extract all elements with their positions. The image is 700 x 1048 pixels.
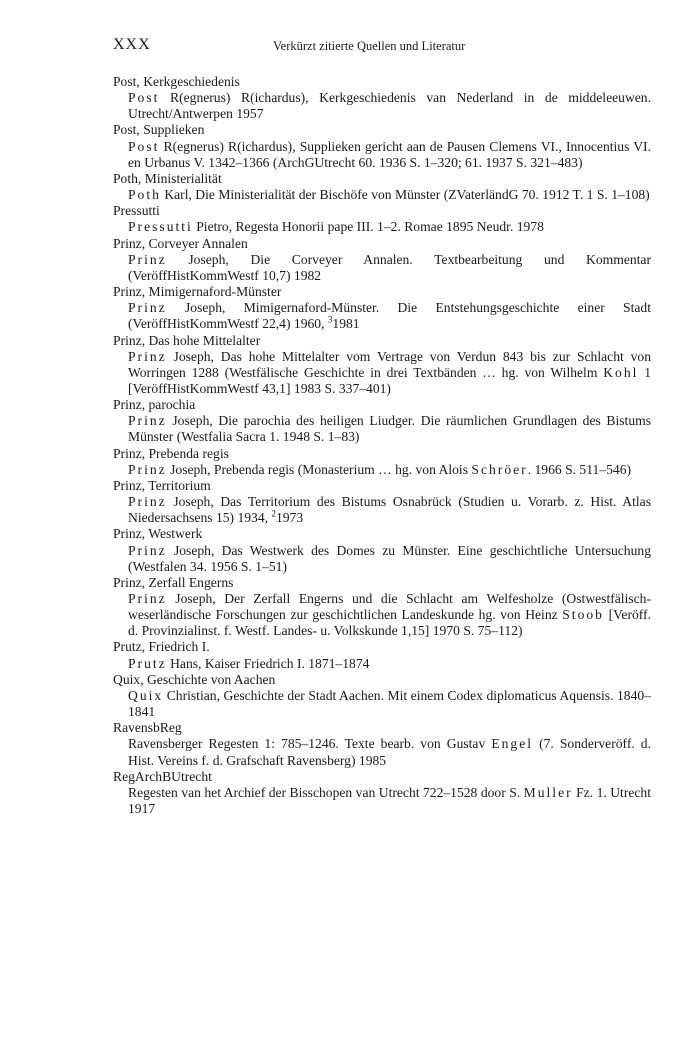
bibliography-entry	[113, 236, 651, 284]
citation-text: Christian, Geschichte der Stadt Aachen. Mit einem Codex diplomaticus Aquensis. 1840–1841	[128, 687, 651, 720]
entry-full-citation	[113, 591, 651, 639]
entry-short-title: Post, Supplieken	[113, 122, 205, 138]
entry-short-title: Post, Kerkgeschiedenis	[113, 74, 240, 89]
author-name: Prinz	[128, 251, 167, 267]
citation-text: Joseph, Die parochia des heiligen Liudger. Die räumlichen Grundlagen des Bistums Münster (Westfalia Sacra 1. 1948 S. 1–83)	[128, 413, 651, 445]
entry-full-citation	[113, 413, 651, 445]
author-name: Kohl	[603, 364, 639, 380]
bibliography-entry	[113, 639, 651, 671]
entry-short-title: Prinz, parochia	[113, 397, 196, 413]
author-name: Muller	[523, 784, 573, 800]
entry-full-citation	[113, 785, 651, 817]
bibliography-entry	[113, 333, 651, 398]
author-name: Post	[128, 90, 160, 106]
author-name: Engel	[491, 736, 534, 752]
author-name: Prutz	[128, 655, 167, 671]
author-name: Prinz	[128, 494, 167, 510]
entry-full-citation	[113, 252, 651, 284]
citation-text: Regesten van het Archief der Bisschopen van Utrecht 722–1528 door S.	[128, 784, 524, 800]
citation-text: Joseph, Mimigernaford-Münster. Die Entstehungsgeschichte einer Stadt (VeröffHistKommWestf 22,4) 1960,	[128, 300, 651, 332]
entry-short-title: Prinz, Westwerk	[113, 526, 203, 542]
bibliography-entry	[113, 446, 651, 478]
entry-full-citation	[113, 300, 651, 332]
citation-text: 1 [VeröffHistKommWestf 43,1] 1983 S. 337–401)	[128, 364, 651, 396]
bibliography-entry	[113, 575, 651, 640]
entry-short-title: Prinz, Prebenda regis	[113, 445, 229, 461]
author-name: Quix	[128, 687, 164, 703]
author-name: Prinz	[128, 413, 167, 429]
author-name: Prinz	[128, 348, 167, 364]
bibliography-entry	[113, 284, 651, 332]
citation-text: 1973	[275, 510, 304, 526]
entry-short-title: Prinz, Das hohe Mittelalter	[113, 332, 261, 348]
entry-full-citation	[113, 736, 651, 768]
bibliography-entry	[113, 672, 651, 720]
bibliography-entry	[113, 171, 651, 203]
author-name: Prinz	[128, 591, 167, 606]
citation-text: Karl, Die Ministerialität der Bischöfe von Münster (ZVaterländG 70. 1912 T. 1 S. 1–108)	[160, 187, 650, 203]
citation-text: Fz. 1. Utrecht 1917	[128, 784, 651, 817]
citation-text: Joseph, Das hohe Mittelalter vom Vertrage von Verdun 843 bis zur Schlacht von Worringen 1288 (Westfälische Geschichte in drei Textbänden … hg. von Wilhelm	[128, 348, 651, 380]
citation-text: Joseph, Prebenda regis (Monasterium … hg. von Alois	[166, 461, 472, 477]
entry-short-title: Prinz, Zerfall Engerns	[113, 574, 234, 590]
entry-short-title: Prinz, Territorium	[113, 477, 211, 493]
author-name: Schröer	[471, 461, 528, 477]
author-name: Poth	[128, 187, 161, 203]
entry-short-title: Prutz, Friedrich I.	[113, 639, 210, 655]
entry-full-citation	[113, 219, 651, 235]
bibliography-entry	[113, 478, 651, 526]
page-number: XXX	[113, 36, 151, 53]
entry-short-title: RavensbReg	[113, 720, 182, 736]
entry-short-title: Prinz, Mimigernaford-Münster	[113, 284, 282, 300]
bibliography-entry	[113, 397, 651, 445]
author-name: Prinz	[128, 542, 167, 558]
entry-full-citation	[113, 688, 651, 720]
citation-text: R(egnerus) R(ichardus), Supplieken gericht aan de Pausen Clemens VI., Innocentius VI. en Urbanus V. 1342–1366 (ArchGUtrecht 60. 1936 S. 1–320; 61. 1937 S. 321–483)	[128, 138, 651, 170]
entry-short-title: Quix, Geschichte von Aachen	[113, 671, 276, 687]
entry-full-citation	[113, 187, 651, 203]
entry-full-citation	[113, 90, 651, 122]
author-name: Stoob	[562, 607, 604, 623]
entry-full-citation	[113, 349, 651, 397]
bibliography-entry	[113, 122, 651, 170]
citation-text: Joseph, Das Territorium des Bistums Osnabrück (Studien u. Vorarb. z. Hist. Atlas Niedersachsens 15) 1934,	[128, 494, 651, 526]
running-title: Verkürzt zitierte Quellen und Literatur	[273, 39, 466, 53]
bibliography-entry	[113, 526, 651, 574]
entry-short-title: Prinz, Corveyer Annalen	[113, 235, 248, 251]
bibliography-entry	[113, 74, 651, 122]
entry-short-title: Poth, Ministerialität	[113, 170, 222, 186]
entry-full-citation	[113, 494, 651, 526]
bibliography-entry	[113, 203, 651, 235]
citation-text: Ravensberger Regesten 1: 785–1246. Texte bearb. von Gustav	[128, 736, 492, 752]
author-name: Pressutti	[128, 219, 193, 235]
bibliography-entry	[113, 769, 651, 817]
author-name: Post	[128, 138, 160, 154]
citation-text: Pietro, Regesta Honorii pape III. 1–2. Romae 1895 Neudr. 1978	[192, 219, 544, 235]
edition-superscript: 2	[271, 508, 276, 519]
author-name: Prinz	[128, 461, 167, 477]
author-name: Prinz	[128, 300, 167, 316]
entry-full-citation	[113, 543, 651, 575]
entry-short-title: RegArchBUtrecht	[113, 768, 212, 784]
bibliography-list	[113, 74, 651, 817]
citation-text: 1981	[332, 316, 360, 332]
citation-text: Joseph, Das Westwerk des Domes zu Münster. Eine geschichtliche Untersuchung (Westfalen 34. 1956 S. 1–51)	[128, 542, 651, 574]
edition-superscript: 3	[327, 314, 333, 325]
citation-text: Joseph, Der Zerfall Engerns und die Schlacht am Welfesholze (Ostwestfälisch-weserländische Forschungen zur geschichtlichen Landeskunde hg. von Heinz	[128, 591, 651, 623]
bibliography-entry	[113, 720, 651, 768]
citation-text: Joseph, Die Corveyer Annalen. Textbearbeitung und Kommentar (VeröffHistKommWestf 10,7) 1982	[128, 251, 651, 283]
citation-text: Hans, Kaiser Friedrich I. 1871–1874	[166, 655, 370, 671]
page-header	[113, 36, 651, 56]
citation-text: . 1966 S. 511–546)	[527, 461, 632, 477]
entry-full-citation	[113, 139, 651, 171]
entry-short-title: Pressutti	[113, 203, 160, 219]
citation-text: R(egnerus) R(ichardus), Kerkgeschiedenis van Nederland in de middeleeuwen. Utrecht/Antwerpen 1957	[128, 90, 651, 122]
entry-full-citation	[113, 656, 651, 672]
citation-text: (7. Sonderveröff. d. Hist. Vereins f. d. Grafschaft Ravensberg) 1985	[128, 736, 651, 768]
entry-full-citation	[113, 462, 651, 478]
citation-text: [Veröff. d. Provinzialinst. f. Westf. Landes- u. Volkskunde 1,15] 1970 S. 75–112)	[128, 607, 651, 639]
